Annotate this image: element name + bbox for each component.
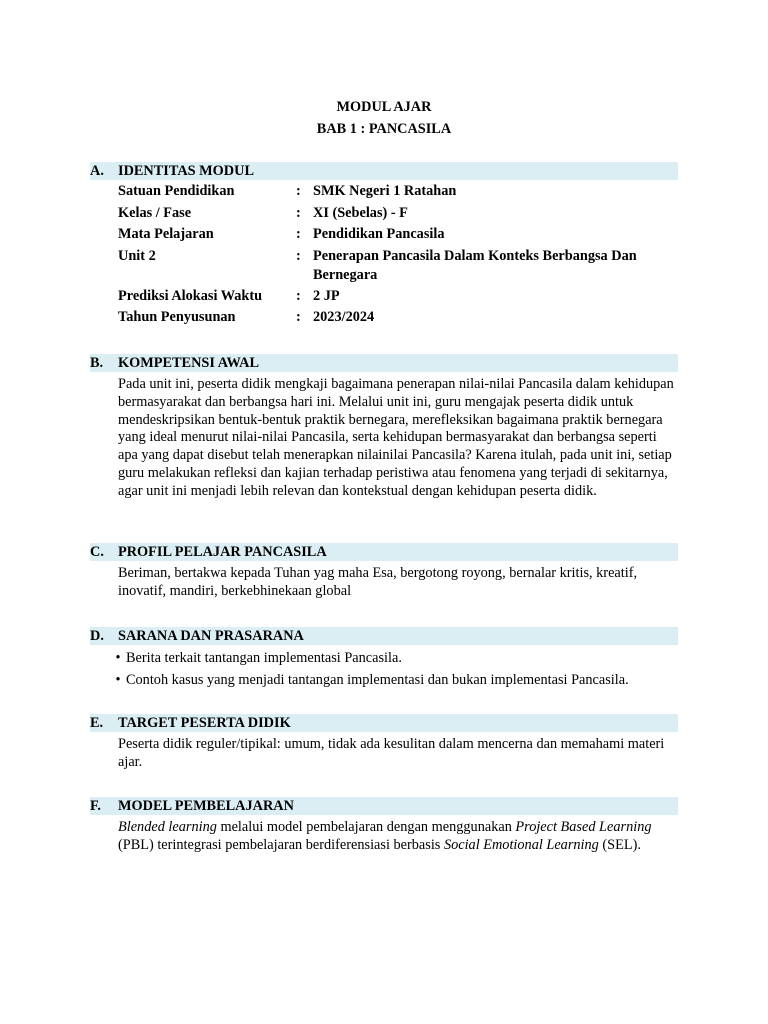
identity-label: Satuan Pendidikan — [118, 183, 235, 200]
term-social-emotional-learning: Social Emotional Learning — [443, 836, 599, 853]
section-header — [90, 354, 678, 372]
list-item — [110, 649, 678, 667]
identity-row — [118, 204, 678, 223]
title-line-bab: BAB 1 : PANCASILA — [316, 121, 452, 137]
identity-value: Pendidikan Pancasila — [313, 226, 445, 243]
identity-label: Kelas / Fase — [118, 204, 192, 221]
text-segment: melalui model pembelajaran dengan menggunakan — [216, 819, 516, 835]
document-title — [0, 96, 768, 140]
identity-colon: : — [296, 183, 301, 200]
text-segment: (PBL) terintegrasi pembelajaran berdiferensiasi berbasis — [118, 836, 444, 853]
section-header — [90, 627, 678, 645]
section-letter: D. — [90, 628, 104, 644]
section-body-text: Pada unit ini, peserta didik mengkaji bagaimana penerapan nilai-nilai Pancasila dalam kehidupan bermasyarakat dan berbangsa hari ini. Melalui unit ini, guru mengajak peserta didik untuk mendeskripsikan bentuk-bentuk praktik bernegara, merefleksikan bagaimana praktik bernegara yang ideal menurut nilai-nilai Pancasila, serta kehidupan bermasyarakat dan berbangsa seperti apa yang dapat disebut telah menerapkan nilainilai Pancasila? Karena itulah, pada unit ini, setiap guru melakukan refleksi dan kajian terhadap peristiwa atau fenomena yang terjadi di sekitarnya, agar unit ini menjadi lebih relevan dan kontekstual dengan kehidupan peserta didik. — [118, 376, 674, 499]
section-title: PROFIL PELAJAR PANCASILA — [118, 544, 327, 560]
list-item — [110, 671, 678, 689]
section-title: MODEL PEMBELAJARAN — [118, 798, 294, 814]
list-item-text: Contoh kasus yang menjadi tantangan implementasi dan bukan implementasi Pancasila. — [126, 672, 629, 688]
section-letter: B. — [90, 355, 104, 371]
section-letter: A. — [90, 163, 104, 179]
section-header — [90, 162, 678, 180]
identity-colon: : — [296, 287, 301, 304]
sarana-list — [110, 649, 678, 689]
section-letter: C. — [90, 544, 104, 560]
term-blended-learning: Blended learning — [118, 819, 217, 835]
text-segment: (SEL). — [598, 836, 641, 853]
section-title: SARANA DAN PRASARANA — [118, 628, 304, 644]
identity-label: Tahun Penyusunan — [118, 309, 236, 326]
identity-row — [118, 247, 678, 285]
list-item-text: Berita terkait tantangan implementasi Pancasila. — [126, 650, 402, 666]
section-header — [90, 543, 678, 561]
section-header — [90, 714, 678, 732]
bullet-icon: • — [115, 650, 121, 666]
identity-label: Prediksi Alokasi Waktu — [118, 287, 263, 304]
section-title: TARGET PESERTA DIDIK — [118, 715, 291, 731]
identity-row — [118, 287, 678, 306]
identity-colon: : — [296, 226, 301, 243]
section-title: IDENTITAS MODUL — [118, 163, 254, 179]
identity-value: 2023/2024 — [313, 309, 375, 326]
section-sarana-prasarana — [90, 627, 678, 689]
identity-label: Unit 2 — [118, 247, 156, 264]
identity-value: 2 JP — [313, 287, 340, 304]
identity-colon: : — [296, 247, 301, 264]
section-title: KOMPETENSI AWAL — [118, 355, 260, 371]
identity-colon: : — [296, 204, 301, 221]
section-identitas-modul — [90, 162, 678, 327]
identity-row — [118, 225, 678, 244]
identity-value: Penerapan Pancasila Dalam Konteks Berbangsa Dan Bernegara — [313, 247, 637, 283]
section-kompetensi-awal — [90, 354, 678, 501]
identity-row — [118, 308, 678, 327]
section-header — [90, 797, 678, 815]
identity-colon: : — [296, 309, 301, 326]
section-body-text — [118, 815, 678, 855]
section-body-text: Peserta didik reguler/tipikal: umum, tidak ada kesulitan dalam mencerna dan memahami materi ajar. — [118, 736, 665, 770]
identity-value: SMK Negeri 1 Ratahan — [313, 183, 457, 200]
identity-row — [118, 182, 678, 201]
section-letter: E. — [90, 715, 104, 731]
title-line-modul-ajar: MODUL AJAR — [336, 99, 432, 115]
section-profil-pelajar — [90, 543, 678, 601]
bullet-icon: • — [115, 672, 121, 688]
section-body-text: Beriman, bertakwa kepada Tuhan yag maha Esa, bergotong royong, bernalar kritis, kreatif, inovatif, mandiri, berkebhinekaan global — [118, 565, 638, 599]
identity-label: Mata Pelajaran — [118, 226, 214, 243]
section-letter: F. — [90, 798, 101, 814]
term-project-based-learning: Project Based Learning — [515, 819, 652, 835]
section-model-pembelajaran — [90, 797, 678, 855]
section-target-peserta — [90, 714, 678, 772]
identity-value: XI (Sebelas) - F — [313, 204, 408, 221]
